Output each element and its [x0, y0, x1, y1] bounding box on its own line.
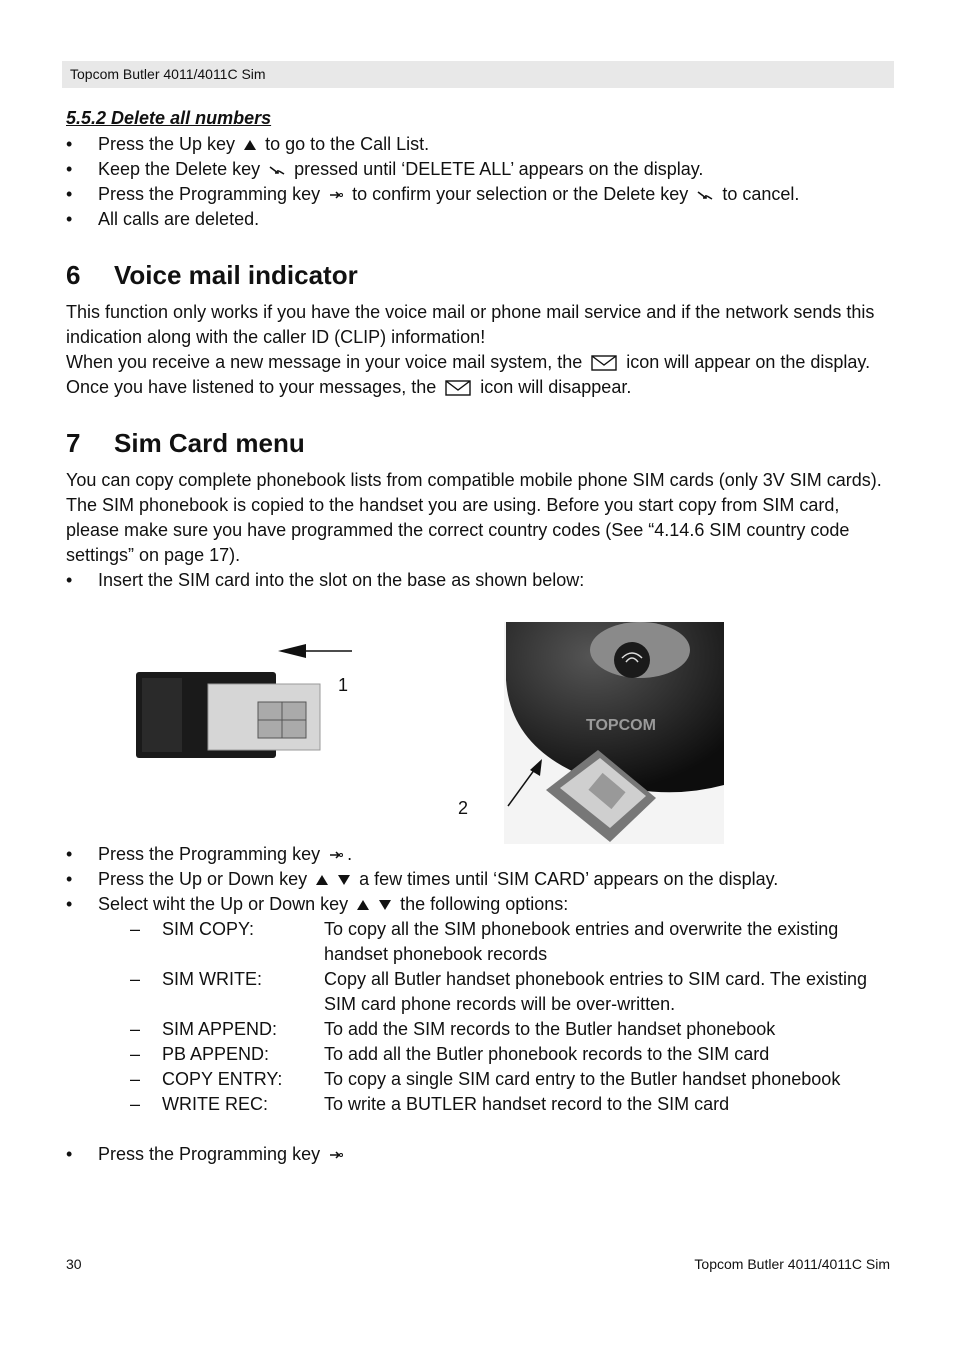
list-item: • Keep the Delete key pressed until ‘DELETE ALL’ appears on the display.	[66, 157, 799, 182]
footer-title: Topcom Butler 4011/4011C Sim	[694, 1256, 890, 1272]
up-down-arrow-icon	[357, 900, 391, 910]
sim-steps-list	[66, 842, 778, 917]
delete-key-icon	[697, 189, 713, 201]
section-6-heading: 6 Voice mail indicator	[66, 260, 358, 290]
up-down-arrow-icon	[316, 875, 350, 885]
delete-key-icon	[269, 164, 285, 176]
option-row: – SIM APPEND: To add the SIM records to the Butler handset phonebook	[130, 1019, 776, 1039]
option-row: – PB APPEND: To add all the Butler phonebook records to the SIM card	[130, 1044, 770, 1064]
section-5-5-2-title: 5.5.2 Delete all numbers	[66, 108, 272, 128]
programming-key-icon	[329, 1149, 343, 1161]
list-item: • Press the Programming key .	[66, 842, 778, 867]
section-7-body: You can copy complete phonebook lists from compatible mobile phone SIM cards (only 3V SIM cards). The SIM phonebook is copied to the handset you are using. Before you start copy from SIM card, please make sure you have programmed the correct country codes (See “4.14.6 SIM country code settings” on page 17).	[66, 470, 882, 565]
option-row: – COPY ENTRY: To copy a single SIM card entry to the Butler handset phonebook	[130, 1069, 841, 1089]
brand-label: TOPCOM	[586, 717, 656, 734]
figure-label-1: 1	[338, 675, 349, 695]
page-number: 30	[66, 1256, 82, 1272]
envelope-icon	[445, 380, 471, 396]
list-item: • Press the Programming key to confirm your selection or the Delete key to cancel.	[66, 182, 799, 207]
insert-sim-list	[66, 568, 584, 593]
option-row: – WRITE REC: To write a BUTLER handset record to the SIM card	[130, 1094, 730, 1114]
up-arrow-icon	[244, 140, 256, 150]
programming-key-icon	[329, 189, 343, 201]
sim-options-list	[130, 917, 890, 1117]
delete-steps-list	[66, 132, 799, 232]
page-header	[62, 61, 894, 88]
list-item: • All calls are deleted.	[66, 207, 799, 232]
final-step-list	[66, 1142, 347, 1167]
list-item: • Press the Up key to go to the Call List.	[66, 132, 799, 157]
option-row: – SIM COPY: To copy all the SIM phonebook entries and overwrite the existing handset phonebook records	[130, 919, 839, 964]
list-item: • Press the Programming key	[66, 1142, 347, 1167]
programming-key-icon	[329, 849, 343, 861]
section-7-heading: 7 Sim Card menu	[66, 428, 305, 458]
envelope-icon	[591, 355, 617, 371]
figure-label-2: 2	[458, 798, 469, 818]
option-row: – SIM WRITE: Copy all Butler handset phonebook entries to SIM card. The existing SIM card phone records will be over-written.	[130, 969, 867, 1014]
base-unit-figure	[500, 620, 726, 845]
sim-card-figure	[130, 620, 360, 770]
list-item: • Select wiht the Up or Down key the following options:	[66, 892, 778, 917]
header-title: Topcom Butler 4011/4011C Sim	[70, 66, 266, 82]
list-item: • Insert the SIM card into the slot on the base as shown below:	[66, 568, 584, 593]
list-item: • Press the Up or Down key a few times until ‘SIM CARD’ appears on the display.	[66, 867, 778, 892]
section-6-body: This function only works if you have the voice mail or phone mail service and if the network sends this indication along with the caller ID (CLIP) information! When you receive a new message in your voice mail system, the icon will appear on the display. Once you have listened to your messages, the icon will disappear.	[66, 302, 875, 397]
